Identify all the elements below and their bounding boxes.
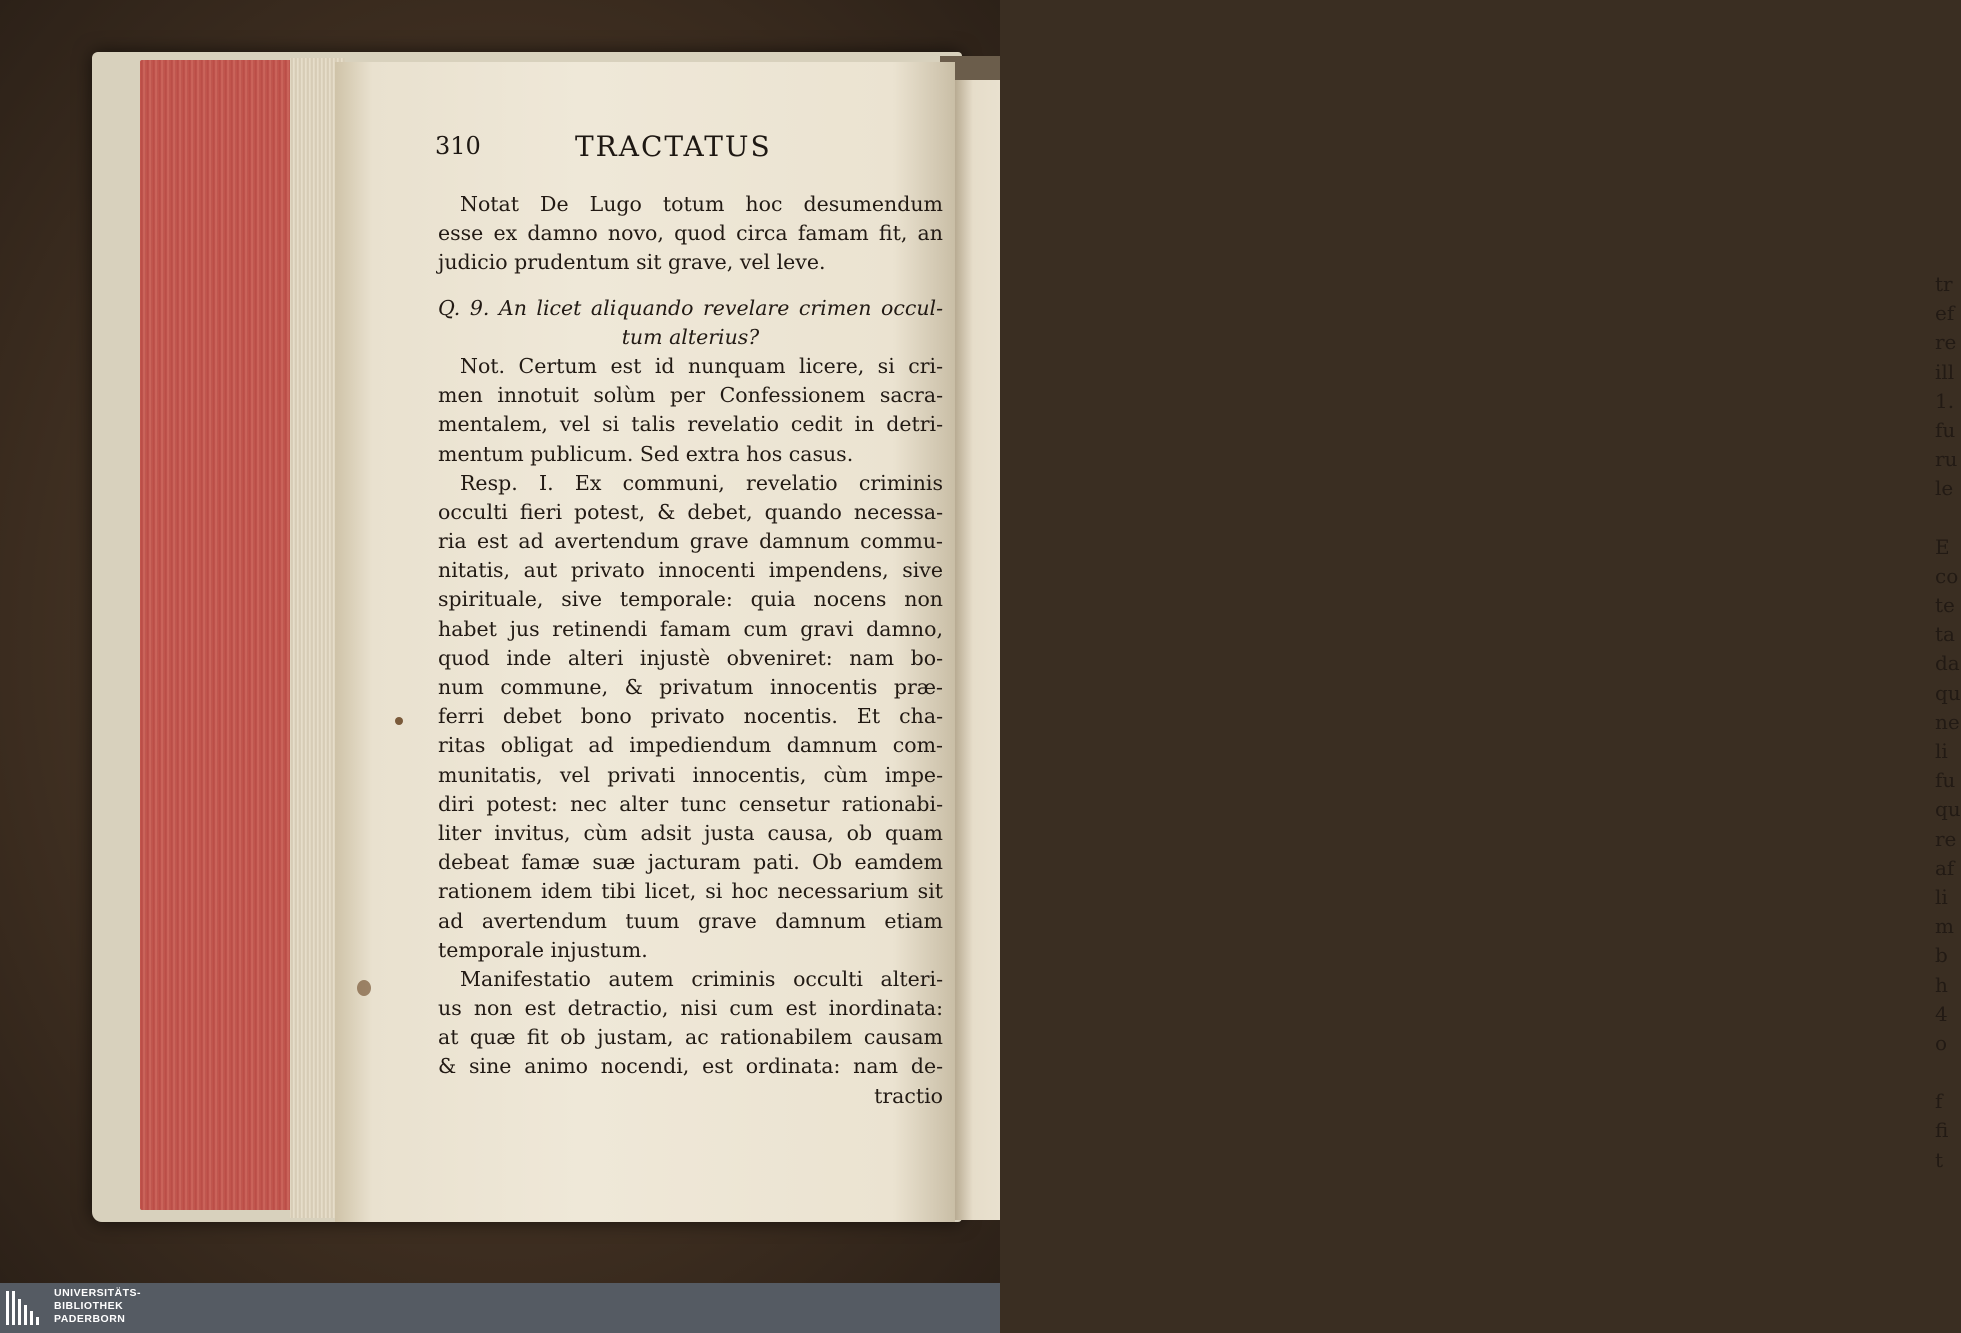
facing-page-fragment: 4 bbox=[1935, 1001, 1948, 1026]
text-line: ferri debet bono privato nocentis. Et cha- bbox=[438, 704, 943, 729]
library-name bbox=[54, 1287, 141, 1326]
text-line: Not. Certum est id nunquam licere, si cri- bbox=[460, 353, 943, 378]
stain-mark bbox=[357, 980, 371, 996]
text-line: occulti fieri potest, & debet, quando necessa- bbox=[438, 499, 943, 524]
facing-page-fragment: h bbox=[1935, 972, 1948, 997]
text-line: Q. 9. An licet aliquando revelare crimen occul- bbox=[438, 295, 943, 320]
text-line: liter invitus, cùm adsit justa causa, ob quam bbox=[438, 820, 943, 845]
text-line: mentalem, vel si talis revelatio cedit in detri- bbox=[438, 412, 943, 437]
running-head: TRACTATUS bbox=[575, 130, 772, 163]
library-logo bbox=[6, 1291, 46, 1327]
facing-page-fragment: te bbox=[1935, 593, 1955, 618]
facing-page-fragment: tr bbox=[1935, 272, 1953, 296]
facing-page-text bbox=[1935, 270, 1961, 1175]
facing-page-fragment: E bbox=[1935, 534, 1950, 559]
text-line: ria est ad avertendum grave damnum commu- bbox=[438, 529, 943, 554]
facing-page-fragment: fi bbox=[1935, 1118, 1949, 1143]
text-line: at quæ fit ob justam, ac rationabilem causam bbox=[438, 1025, 943, 1050]
facing-page-fragment: da bbox=[1935, 651, 1960, 676]
facing-page-fragment: le bbox=[1935, 476, 1954, 501]
text-line: rationem idem tibi licet, si hoc necessarium sit bbox=[438, 879, 943, 904]
facing-page-fragment: ne bbox=[1935, 709, 1960, 734]
text-line: debeat famæ suæ jacturam pati. Ob eamdem bbox=[438, 850, 943, 875]
facing-page-fragment: li bbox=[1935, 884, 1948, 909]
text-line: nitatis, aut privato innocenti impendens, sive bbox=[438, 558, 943, 583]
facing-page-fragment: ru bbox=[1935, 447, 1958, 472]
text-line: mentum publicum. Sed extra hos casus. bbox=[438, 441, 854, 466]
library-name-line1: UNIVERSITÄTS- bbox=[54, 1287, 142, 1299]
text-line: num commune, & privatum innocentis præ- bbox=[438, 675, 943, 699]
text-line: Resp. I. Ex communi, revelatio criminis bbox=[460, 470, 943, 495]
book-page bbox=[335, 62, 955, 1222]
text-line: Manifestatio autem criminis occulti alteri- bbox=[460, 966, 943, 991]
facing-page-fragment: ef bbox=[1935, 301, 1955, 326]
facing-page-fragment bbox=[1935, 504, 1955, 533]
text-line: temporale injustum. bbox=[438, 937, 648, 962]
page-number: 310 bbox=[435, 132, 481, 160]
facing-page-fragment: ill bbox=[1935, 359, 1955, 384]
facing-page-fragment: ta bbox=[1935, 622, 1955, 647]
page-text bbox=[438, 190, 943, 1111]
facing-page-fragment: li bbox=[1935, 739, 1948, 763]
text-line: munitatis, vel privati innocentis, cùm impe- bbox=[438, 762, 943, 787]
red-page-edges bbox=[140, 60, 300, 1210]
facing-page-fragment: fu bbox=[1935, 768, 1956, 793]
library-footer bbox=[0, 1283, 1000, 1333]
text-line: habet jus retinendi famam cum gravi damno, bbox=[438, 616, 943, 641]
facing-page-fragment: fu bbox=[1935, 417, 1956, 442]
facing-page-fragment: co bbox=[1935, 563, 1959, 588]
facing-page-fragment: m bbox=[1935, 914, 1954, 939]
text-line: tum alterius? bbox=[621, 324, 760, 349]
text-line: us non est detractio, nisi cum est inordinata: bbox=[438, 996, 943, 1021]
facing-page-fragment: b bbox=[1935, 943, 1948, 968]
facing-page-fragment: f bbox=[1935, 1089, 1943, 1114]
text-line: diri potest: nec alter tunc censetur rationabi- bbox=[438, 791, 943, 816]
facing-page-fragment: 1. bbox=[1935, 388, 1955, 413]
facing-page-fragment: t bbox=[1935, 1147, 1944, 1172]
text-line: quod inde alteri injustè obveniret: nam bo- bbox=[438, 645, 943, 670]
text-line: esse ex damno novo, quod circa famam fit, an bbox=[438, 221, 943, 246]
text-line: & sine animo nocendi, est ordinata: nam de- bbox=[438, 1054, 943, 1079]
library-name-line3: PADERBORN bbox=[54, 1313, 126, 1325]
facing-page-fragment: af bbox=[1935, 855, 1955, 880]
page-header bbox=[435, 132, 855, 172]
text-line: ad avertendum tuum grave damnum etiam bbox=[438, 908, 943, 933]
facing-page-fragment: qu bbox=[1935, 797, 1961, 822]
library-name-line2: BIBLIOTHEK bbox=[54, 1300, 124, 1312]
facing-page-fragment bbox=[1935, 1058, 1955, 1087]
text-line: men innotuit solùm per Confessionem sacra- bbox=[438, 383, 943, 408]
ink-spot bbox=[395, 717, 403, 725]
text-line: ritas obligat ad impediendum damnum com- bbox=[438, 733, 943, 758]
text-line: spirituale, sive temporale: quia nocens non bbox=[438, 587, 943, 612]
text-line: Notat De Lugo totum hoc desumendum bbox=[460, 192, 943, 216]
facing-page-fragment: o bbox=[1935, 1030, 1948, 1055]
text-line: judicio prudentum sit grave, vel leve. bbox=[438, 250, 826, 275]
text-line: tractio bbox=[874, 1083, 943, 1108]
facing-page-fragment: re bbox=[1935, 826, 1957, 851]
facing-page-fragment: re bbox=[1935, 330, 1957, 355]
facing-page-fragment: qu bbox=[1935, 680, 1961, 705]
paragraph-gap bbox=[438, 278, 943, 294]
facing-page bbox=[955, 80, 1961, 1220]
